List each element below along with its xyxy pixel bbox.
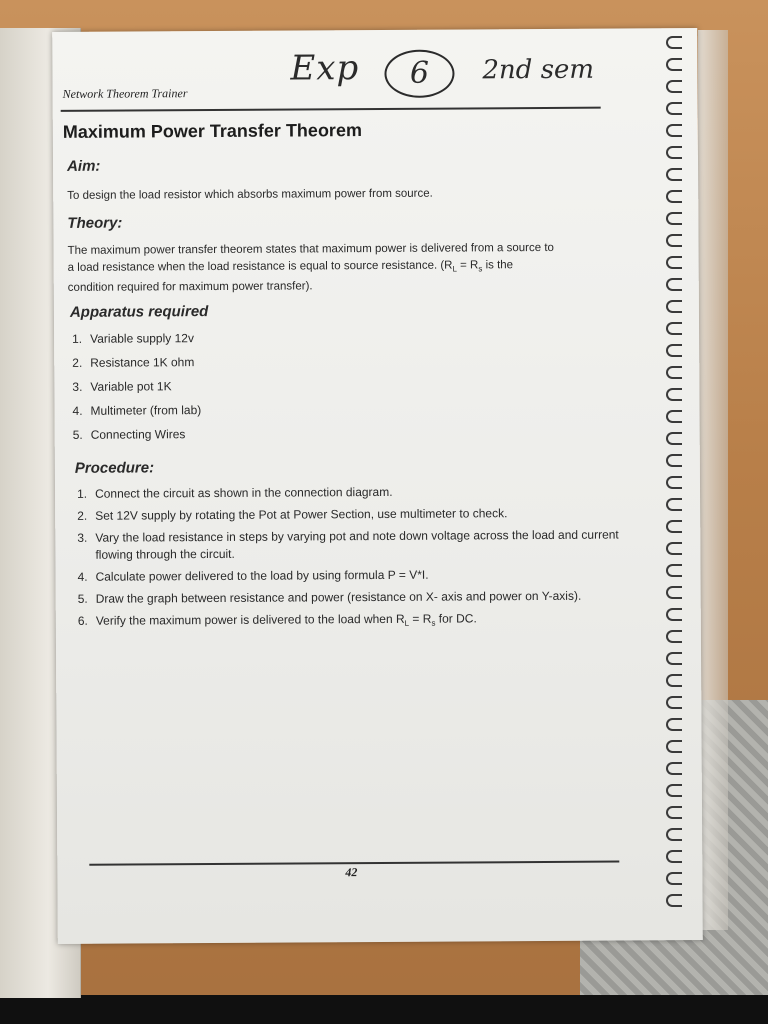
binding-ring [666,542,682,555]
header-rule [61,107,601,112]
binding-ring [666,80,682,93]
binding-ring [666,454,682,467]
binding-ring [666,168,682,181]
binding-ring [666,300,682,313]
binding-ring [666,476,682,489]
binding-ring [666,674,682,687]
binding-ring [666,498,682,511]
binding-ring [666,212,682,225]
binding-ring [666,828,682,841]
list-item: 3. Variable pot 1K [72,379,172,394]
binding-ring [666,234,682,247]
binding-ring [666,564,682,577]
page-title: Maximum Power Transfer Theorem [62,120,362,142]
binding-ring [666,894,682,907]
theory-line-2: a load resistance when the load resistance is equal to source resistance. ($R_L = R_s$ is the [67,259,514,274]
list-item: 2. Resistance 1K ohm [72,355,195,370]
list-item: 4. Multimeter (from lab) [72,403,202,418]
binding-ring [666,366,682,379]
binding-ring [666,344,682,357]
list-item: 4. Calculate power delivered to the load by using formula P = V*I. [77,567,429,584]
procedure-heading: Procedure: [74,459,155,477]
aim-text: To design the load resistor which absorbs maximum power from source. [67,187,433,202]
binding-ring [666,608,682,621]
dark-floor-band [0,995,768,1024]
binding-ring [666,388,682,401]
binding-ring [666,190,682,203]
binding-ring [666,652,682,665]
binding-ring [666,124,682,137]
binding-ring [666,696,682,709]
handwritten-experiment-number: 6 [384,50,454,98]
binding-ring [666,850,682,863]
binding-ring [666,872,682,885]
plastic-sleeve-edge [698,30,728,930]
book-title: Network Theorem Trainer [62,86,188,101]
binding-ring [666,256,682,269]
binding-ring [666,432,682,445]
binding-ring [666,718,682,731]
theory-heading: Theory: [67,214,123,232]
binding-ring [666,806,682,819]
spiral-binding [662,30,686,920]
aim-heading: Aim: [66,157,101,175]
binding-ring [666,410,682,423]
theory-text [68,240,618,297]
binding-ring [666,58,682,71]
binding-ring [666,784,682,797]
handwritten-semester: 2nd sem [482,54,595,86]
list-item: 1. Variable supply 12v [72,331,194,346]
procedure-list [77,482,628,633]
binding-ring [666,322,682,335]
binding-ring [666,740,682,753]
theory-line-1: The maximum power transfer theorem states that maximum power is delivered from a source to [67,241,554,257]
binding-ring [666,146,682,159]
apparatus-list [72,331,201,452]
list-item: 3. Vary the load resistance in steps by varying pot and note down voltage across the load and current flowing through the circuit. [77,527,619,562]
handwritten-exp: Exp [290,48,360,89]
binding-ring [666,36,682,49]
binding-ring [666,278,682,291]
apparatus-heading: Apparatus required [69,303,209,321]
list-item: 2. Set 12V supply by rotating the Pot at Power Section, use multimeter to check. [77,506,508,523]
list-item: 1. Connect the circuit as shown in the connection diagram. [76,484,393,501]
list-item: 5. Connecting Wires [72,427,186,442]
list-item: 6. Verify the maximum power is delivered to the load when $R_L = R_s$ for DC. [77,611,477,628]
theory-line-3: condition required for maximum power transfer). [67,280,313,294]
binding-ring [666,102,682,115]
binding-ring [666,762,682,775]
document-page [52,28,703,944]
binding-ring [666,586,682,599]
binding-ring [666,630,682,643]
list-item: 5. Draw the graph between resistance and power (resistance on X- axis and power on Y-axis). [77,588,582,606]
binding-ring [666,520,682,533]
page-number: 42 [345,865,358,880]
